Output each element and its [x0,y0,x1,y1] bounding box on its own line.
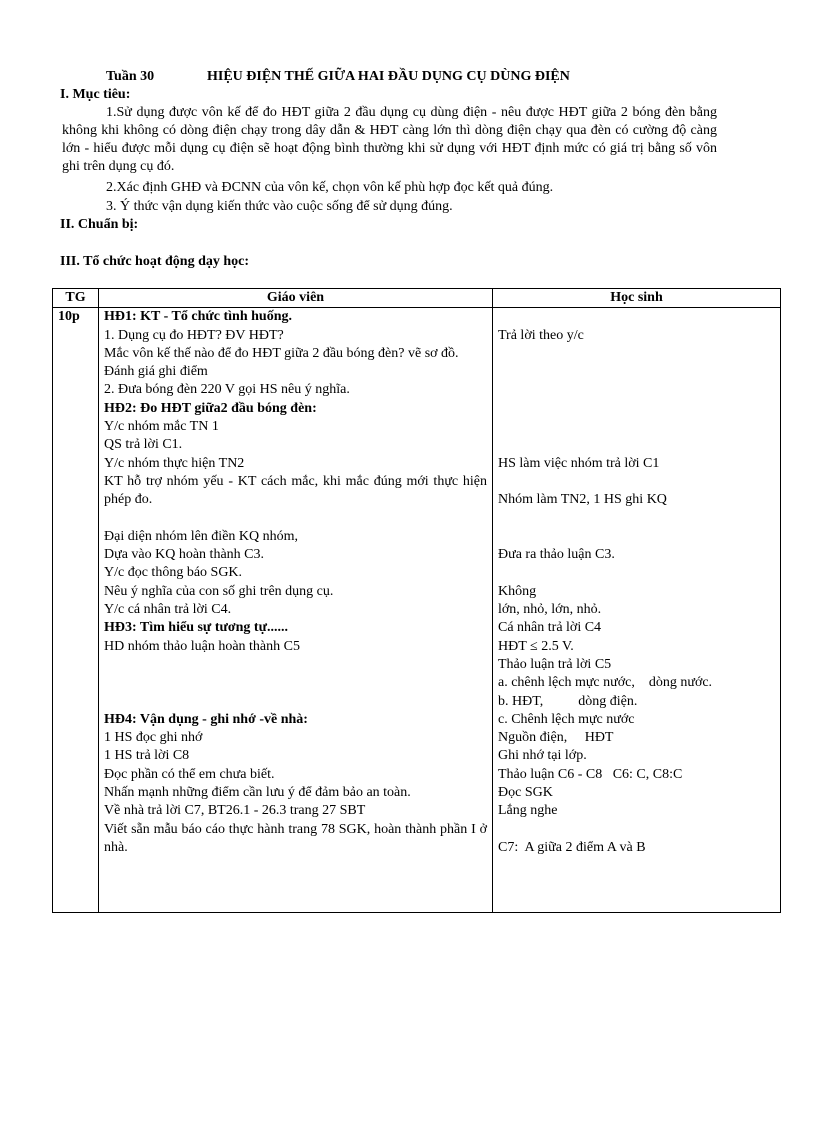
teacher-line: Đánh giá ghi điểm [104,364,208,380]
document-title: HIỆU ĐIỆN THẾ GIỮA HAI ĐẦU DỤNG CỤ DÙNG ĐIỆN [207,69,570,84]
teacher-line: 2. Đưa bóng đèn 220 V gọi HS nêu ý nghĩa. [104,382,350,398]
week-label: Tuần 30 [106,69,155,84]
teacher-line: Y/c cá nhân trả lời C4. [104,602,232,618]
student-line: Không [498,583,537,599]
spacer [498,821,775,839]
spacer [498,400,775,418]
spacer [498,381,775,399]
student-line: Lắng nghe [498,803,558,819]
teacher-cell [99,308,493,913]
objective-1: 1.Sử dụng được vôn kế để đo HĐT giữa 2 đầu dụng cụ dùng điện - nêu được HĐT giữa 2 bóng đèn bằng không khi không có dòng điện chạy trong dây dẫn & HĐT càng lớn thì dòng điện chạy qua đèn có cường độ càng lớn - hiểu được mỗi dụng cụ điện sẽ hoạt động bình thường khi sử dụng với HĐT định mức có giá trị bằng số vôn ghi trên dụng cụ đó. [62,105,717,174]
student-line: HS làm việc nhóm trả lời C1 [498,455,660,471]
student-line: Nhóm làm TN2, 1 HS ghi KQ [498,492,667,508]
teacher-line: 1. Dụng cụ đo HĐT? ĐV HĐT? [104,327,284,343]
spacer [498,473,775,491]
student-cell [493,308,781,913]
spacer [498,345,775,363]
student-line: c. Chênh lệch mực nước [498,711,635,727]
spacer [498,363,775,381]
student-line: Nguồn điện, HĐT [498,730,614,746]
spacer [498,510,775,528]
student-line: Thảo luận trả lời C5 [498,656,612,672]
objectives-heading: I. Mục tiêu: [60,87,131,102]
spacer [104,674,487,692]
teacher-line: Y/c nhóm mắc TN 1 [104,419,219,435]
student-line: Thảo luận C6 - C8 C6: C, C8:C [498,766,683,782]
objective-3: 3. Ý thức vận dụng kiến thức vào cuộc sống để sử dụng đúng. [106,199,453,214]
tg-cell: 10p [53,308,99,913]
teacher-line: Mắc vôn kế thế nào để đo HĐT giữa 2 đầu bóng đèn? vẽ sơ đồ. [104,345,459,361]
header-teacher: Giáo viên [99,289,493,308]
teacher-line: Nêu ý nghĩa của con số ghi trên dụng cụ. [104,583,334,599]
teacher-line: Y/c nhóm thực hiện TN2 [104,455,245,471]
teacher-line: HD nhóm thảo luận hoàn thành C5 [104,638,300,654]
student-line: Đọc SGK [498,785,553,801]
spacer [498,564,775,582]
objective-2: 2.Xác định GHĐ và ĐCNN của vôn kế, chọn vôn kế phù hợp đọc kết quả đúng. [106,180,554,195]
teacher-line: 1 HS đọc ghi nhớ [104,730,203,746]
teacher-line: Đọc phần có thể em chưa biết. [104,766,275,782]
table-header-row [53,289,781,308]
teacher-line: Đại diện nhóm lên điền KQ nhóm, [104,528,299,544]
spacer [498,308,775,326]
teacher-line: Về nhà trả lời C7, BT26.1 - 26.3 trang 27 SBT [104,803,366,819]
student-line: Ghi nhớ tại lớp. [498,748,587,764]
header-student: Học sinh [493,289,781,308]
teacher-line: Viết sẵn mẫu báo cáo thực hành trang 78 SGK, hoàn thành phần I ở nhà. [104,821,487,855]
lesson-plan-table [52,288,781,913]
activity-3-heading: HĐ3: Tìm hiểu sự tương tự...... [104,620,288,636]
teacher-line: QS trả lời C1. [104,437,183,453]
spacer [498,528,775,546]
student-line: Trả lời theo y/c [498,327,584,343]
activity-4-heading: HĐ4: Vận dụng - ghi nhớ -về nhà: [104,711,308,727]
teacher-line: Nhấn mạnh những điểm cần lưu ý để đảm bảo an toàn. [104,785,411,801]
student-line: lớn, nhỏ, lớn, nhỏ. [498,602,602,618]
student-line: Cá nhân trả lời C4 [498,620,602,636]
table-row [53,308,781,913]
student-line: b. HĐT, dòng điện. [498,693,638,709]
student-line: HĐT ≤ 2.5 V. [498,638,574,654]
spacer [104,656,487,674]
teacher-line: Y/c đọc thông báo SGK. [104,565,243,581]
preparation-heading: II. Chuẩn bị: [60,217,139,232]
spacer [104,693,487,711]
activity-1-heading: HĐ1: KT - Tổ chức tình huống. [104,309,292,325]
student-line: a. chênh lệch mực nước, dòng nước. [498,675,713,691]
student-line: C7: A giữa 2 điểm A và B [498,839,646,855]
teacher-line: 1 HS trả lời C8 [104,748,190,764]
spacer [498,436,775,454]
spacer [498,418,775,436]
header-tg: TG [53,289,99,308]
teacher-line: Dựa vào KQ hoàn thành C3. [104,547,265,563]
activities-heading: III. Tổ chức hoạt động dạy học: [60,254,250,269]
activity-2-heading: HĐ2: Đo HĐT giữa2 đầu bóng đèn: [104,400,317,416]
student-line: Đưa ra thảo luận C3. [498,547,615,563]
teacher-line: KT hỗ trợ nhóm yếu - KT cách mắc, khi mắc đúng mới thực hiện phép đo. [104,473,487,508]
spacer [104,510,487,528]
